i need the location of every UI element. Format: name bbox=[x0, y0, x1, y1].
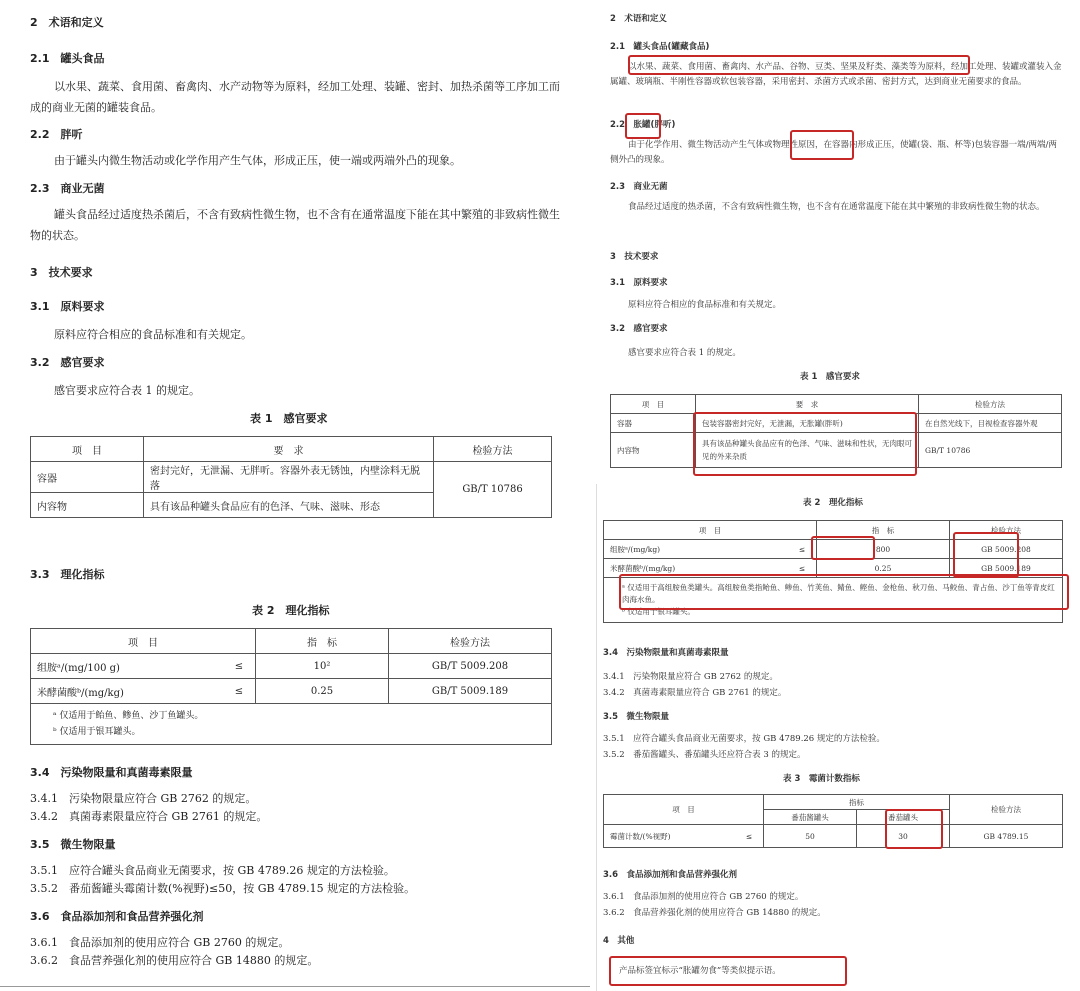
section-2-3-text: 食品经过适度的热杀菌，不含有致病性微生物，也不含有在通常温度下能在其中繁殖的非致病性微生物的状态。 bbox=[628, 202, 1045, 212]
table-1 bbox=[30, 436, 552, 518]
table-header: 项 目 bbox=[611, 395, 696, 414]
highlight-box bbox=[811, 536, 875, 560]
table-cell: 密封完好，无泄漏、无胖听。容器外表无锈蚀，内壁涂料无脱落 bbox=[144, 462, 434, 493]
section-3-6-heading: 3.6 食品添加剂和食品营养强化剂 bbox=[30, 910, 204, 923]
table-note: ᵇ 仅适用于银耳罐头。 bbox=[53, 727, 141, 737]
highlight-box bbox=[790, 130, 854, 160]
section-3-6-1-text: 3.6.1 食品添加剂的使用应符合 GB 2760 的规定。 bbox=[603, 892, 804, 902]
highlight-box bbox=[693, 412, 917, 476]
table-row bbox=[31, 462, 552, 493]
table-cell: ≤ bbox=[223, 679, 256, 704]
table-cell: 50 bbox=[764, 825, 857, 848]
section-2-1-heading: 2.1 罐头食品(罐藏食品) bbox=[610, 42, 710, 52]
table-cell: 容器 bbox=[611, 414, 696, 433]
section-3-4-2-text: 3.4.2 真菌毒素限量应符合 GB 2761 的规定。 bbox=[30, 810, 268, 823]
section-3-6-2-text: 3.6.2 食品营养强化剂的使用应符合 GB 14880 的规定。 bbox=[30, 954, 319, 967]
section-3-4-heading: 3.4 污染物限量和真菌毒素限量 bbox=[30, 766, 193, 779]
table-cell: 包装容器密封完好，无泄漏，无胀罐(胖听) bbox=[696, 414, 919, 433]
section-3-5-1-text: 3.5.1 应符合罐头食品商业无菌要求，按 GB 4789.26 规定的方法检验。 bbox=[30, 864, 395, 877]
section-3-6-1-text: 3.6.1 食品添加剂的使用应符合 GB 2760 的规定。 bbox=[30, 936, 290, 949]
section-3-3-heading: 3.3 理化指标 bbox=[30, 568, 105, 581]
section-2-2-heading: 2.2 胀罐(胖听) bbox=[610, 120, 676, 130]
table-cell: 0.25 bbox=[256, 679, 389, 704]
table-2-caption: 表 2 理化指标 bbox=[252, 604, 330, 617]
table-header: 指 标 bbox=[256, 629, 389, 654]
section-3-6-2-text: 3.6.2 食品营养强化剂的使用应符合 GB 14880 的规定。 bbox=[603, 908, 826, 918]
section-3-1-text: 原料应符合相应的食品标准和有关规定。 bbox=[628, 300, 782, 310]
table-header: 指标 bbox=[764, 795, 950, 810]
highlight-box bbox=[609, 956, 847, 986]
table-cell: 组胺ᵃ/(mg/kg) bbox=[604, 540, 789, 559]
section-4-text: 产品标签宜标示“胀罐勿食”等类似提示语。 bbox=[619, 966, 781, 976]
table-header: 检验方法 bbox=[434, 437, 552, 462]
table-cell: 容器 bbox=[31, 462, 144, 493]
table-header: 番茄罐头 bbox=[857, 810, 950, 825]
table-3-caption: 表 3 霉菌计数指标 bbox=[783, 774, 860, 784]
section-3-2-heading: 3.2 感官要求 bbox=[30, 356, 105, 369]
table-cell: GB 4789.15 bbox=[950, 825, 1063, 848]
table-note: ᵃ 仅适用于鲐鱼、鲹鱼、沙丁鱼罐头。 bbox=[53, 711, 204, 721]
table-header: 检验方法 bbox=[950, 795, 1063, 825]
section-3-5-2-text: 3.5.2 番茄酱罐头霉菌计数(%视野)≤50，按 GB 4789.15 规定的方法检验。 bbox=[30, 882, 416, 895]
table-header: 指 标 bbox=[817, 521, 950, 540]
section-3-1-text: 原料应符合相应的食品标准和有关规定。 bbox=[54, 328, 252, 341]
highlight-box bbox=[953, 532, 1019, 578]
section-3-heading: 3 技术要求 bbox=[610, 252, 659, 262]
table-header: 项 目 bbox=[31, 629, 256, 654]
page-divider bbox=[0, 986, 590, 987]
table-header: 番茄酱罐头 bbox=[764, 810, 857, 825]
table-cell: 内容物 bbox=[31, 493, 144, 518]
table-3 bbox=[603, 794, 1063, 848]
section-2-heading: 2 术语和定义 bbox=[610, 14, 667, 24]
table-cell: GB/T 10786 bbox=[919, 433, 1062, 468]
table-2 bbox=[30, 628, 552, 745]
table-header: 检验方法 bbox=[389, 629, 552, 654]
section-3-1-heading: 3.1 原料要求 bbox=[610, 278, 668, 288]
highlight-box bbox=[885, 809, 943, 849]
table-cell: 具有该品种罐头食品应有的色泽、气味、滋味、形态 bbox=[144, 493, 434, 518]
table-cell: GB/T 5009.189 bbox=[389, 679, 552, 704]
table-note: ᵃ 仅适用于高组胺鱼类罐头。高组胺鱼类指鲐鱼、鲹鱼、竹荚鱼、鲭鱼、鲣鱼、金枪鱼、秋刀鱼、马鲛鱼、青占鱼、沙丁鱼等青皮红肉海水鱼。 bbox=[622, 583, 1055, 604]
table-cell: 内容物 bbox=[611, 433, 696, 468]
table-header: 要 求 bbox=[144, 437, 434, 462]
table-cell: 米酵菌酸ᵇ/(mg/kg) bbox=[604, 559, 789, 578]
table-cell: GB/T 5009.208 bbox=[389, 654, 552, 679]
section-3-2-heading: 3.2 感官要求 bbox=[610, 324, 668, 334]
right-top-document-page bbox=[596, 0, 1080, 478]
table-cell: ≤ bbox=[735, 825, 764, 848]
section-2-1-heading: 2.1 罐头食品 bbox=[30, 52, 105, 65]
highlight-box bbox=[628, 55, 970, 75]
section-2-heading: 2 术语和定义 bbox=[30, 16, 104, 29]
section-3-2-text: 感官要求应符合表 1 的规定。 bbox=[628, 348, 741, 358]
table-cell: 0.25 bbox=[817, 559, 950, 578]
table-row bbox=[604, 825, 1063, 848]
section-3-5-heading: 3.5 微生物限量 bbox=[603, 712, 670, 722]
section-3-4-1-text: 3.4.1 污染物限量应符合 GB 2762 的规定。 bbox=[30, 792, 257, 805]
section-3-2-text: 感官要求应符合表 1 的规定。 bbox=[54, 384, 200, 397]
section-3-4-1-text: 3.4.1 污染物限量应符合 GB 2762 的规定。 bbox=[603, 672, 778, 682]
section-3-1-heading: 3.1 原料要求 bbox=[30, 300, 105, 313]
table-header: 要 求 bbox=[696, 395, 919, 414]
section-3-5-heading: 3.5 微生物限量 bbox=[30, 838, 116, 851]
highlight-box bbox=[625, 113, 661, 139]
table-header: 检验方法 bbox=[950, 521, 1063, 540]
section-2-3-heading: 2.3 商业无菌 bbox=[30, 182, 105, 195]
table-cell: 组胺ᵃ/(mg/100 g) bbox=[31, 654, 224, 679]
section-2-1-text: 以水果、蔬菜、食用菌、畜禽肉、水产品、谷物、豆类、坚果及籽类、藻类等为原料，经加工处理、装罐或灌装入金属罐、玻璃瓶、半刚性容器或软包装容器，采用密封、杀菌方式或杀菌、密封方式，达到商业无菌要求的食品。 bbox=[610, 62, 1062, 87]
table-1-caption: 表 1 感官要求 bbox=[250, 412, 328, 425]
table-row bbox=[31, 679, 552, 704]
right-bottom-document-page bbox=[596, 484, 1080, 991]
section-2-2-text: 由于化学作用、微生物活动产生气体或物理性原因，在容器内形成正压，使罐(袋、瓶、杯等)包装容器一端/两端/两侧外凸的现象。 bbox=[610, 140, 1057, 165]
table-cell: 30 bbox=[857, 825, 950, 848]
table-header: 项 目 bbox=[604, 795, 764, 825]
table-1-caption: 表 1 感官要求 bbox=[800, 372, 860, 382]
section-2-3-heading: 2.3 商业无菌 bbox=[610, 182, 668, 192]
section-3-5-1-text: 3.5.1 应符合罐头食品商业无菌要求，按 GB 4789.26 规定的方法检验。 bbox=[603, 734, 885, 744]
section-3-5-2-text: 3.5.2 番茄酱罐头、番茄罐头还应符合表 3 的规定。 bbox=[603, 750, 806, 760]
table-header: 项 目 bbox=[31, 437, 144, 462]
table-header: 项 目 bbox=[604, 521, 817, 540]
section-2-3-text: 罐头食品经过适度热杀菌后，不含有致病性微生物，也不含有在通常温度下能在其中繁殖的非致病性微生物的状态。 bbox=[30, 208, 560, 242]
section-3-4-heading: 3.4 污染物限量和真菌毒素限量 bbox=[603, 648, 729, 658]
table-cell: ≤ bbox=[788, 540, 817, 559]
section-2-2-text: 由于罐头内微生物活动或化学作用产生气体，形成正压，使一端或两端外凸的现象。 bbox=[54, 154, 461, 167]
table-cell: ≤ bbox=[788, 559, 817, 578]
table-cell: 霉菌计数/(%视野) bbox=[604, 825, 736, 848]
table-cell: 10² bbox=[256, 654, 389, 679]
highlight-box bbox=[619, 574, 1069, 610]
table-cell: 米酵菌酸ᵇ/(mg/kg) bbox=[31, 679, 224, 704]
table-cell: ≤ bbox=[223, 654, 256, 679]
section-3-6-heading: 3.6 食品添加剂和食品营养强化剂 bbox=[603, 870, 738, 880]
section-4-heading: 4 其他 bbox=[603, 936, 635, 946]
section-2-2-heading: 2.2 胖听 bbox=[30, 128, 83, 141]
table-cell: GB/T 10786 bbox=[434, 462, 552, 518]
table-cell: GB 5009.189 bbox=[950, 559, 1063, 578]
table-cell: 具有该品种罐头食品应有的色泽、气味、滋味和性状，无肉眼可见的外来杂质 bbox=[696, 433, 919, 468]
table-header: 检验方法 bbox=[919, 395, 1062, 414]
table-row bbox=[31, 654, 552, 679]
table-cell: GB 5009.208 bbox=[950, 540, 1063, 559]
section-3-heading: 3 技术要求 bbox=[30, 266, 93, 279]
section-3-4-2-text: 3.4.2 真菌毒素限量应符合 GB 2761 的规定。 bbox=[603, 688, 787, 698]
table-notes bbox=[31, 704, 552, 745]
table-2-caption: 表 2 理化指标 bbox=[803, 498, 863, 508]
table-cell: 800 bbox=[817, 540, 950, 559]
section-2-1-text: 以水果、蔬菜、食用菌、畜禽肉、水产动物等为原料，经加工处理、装罐、密封、加热杀菌等工序加工而成的商业无菌的罐装食品。 bbox=[30, 80, 560, 114]
table-cell: 在自然光线下，目视检查容器外观 bbox=[919, 414, 1062, 433]
table-note: ᵇ 仅适用于银耳罐头。 bbox=[622, 607, 695, 616]
